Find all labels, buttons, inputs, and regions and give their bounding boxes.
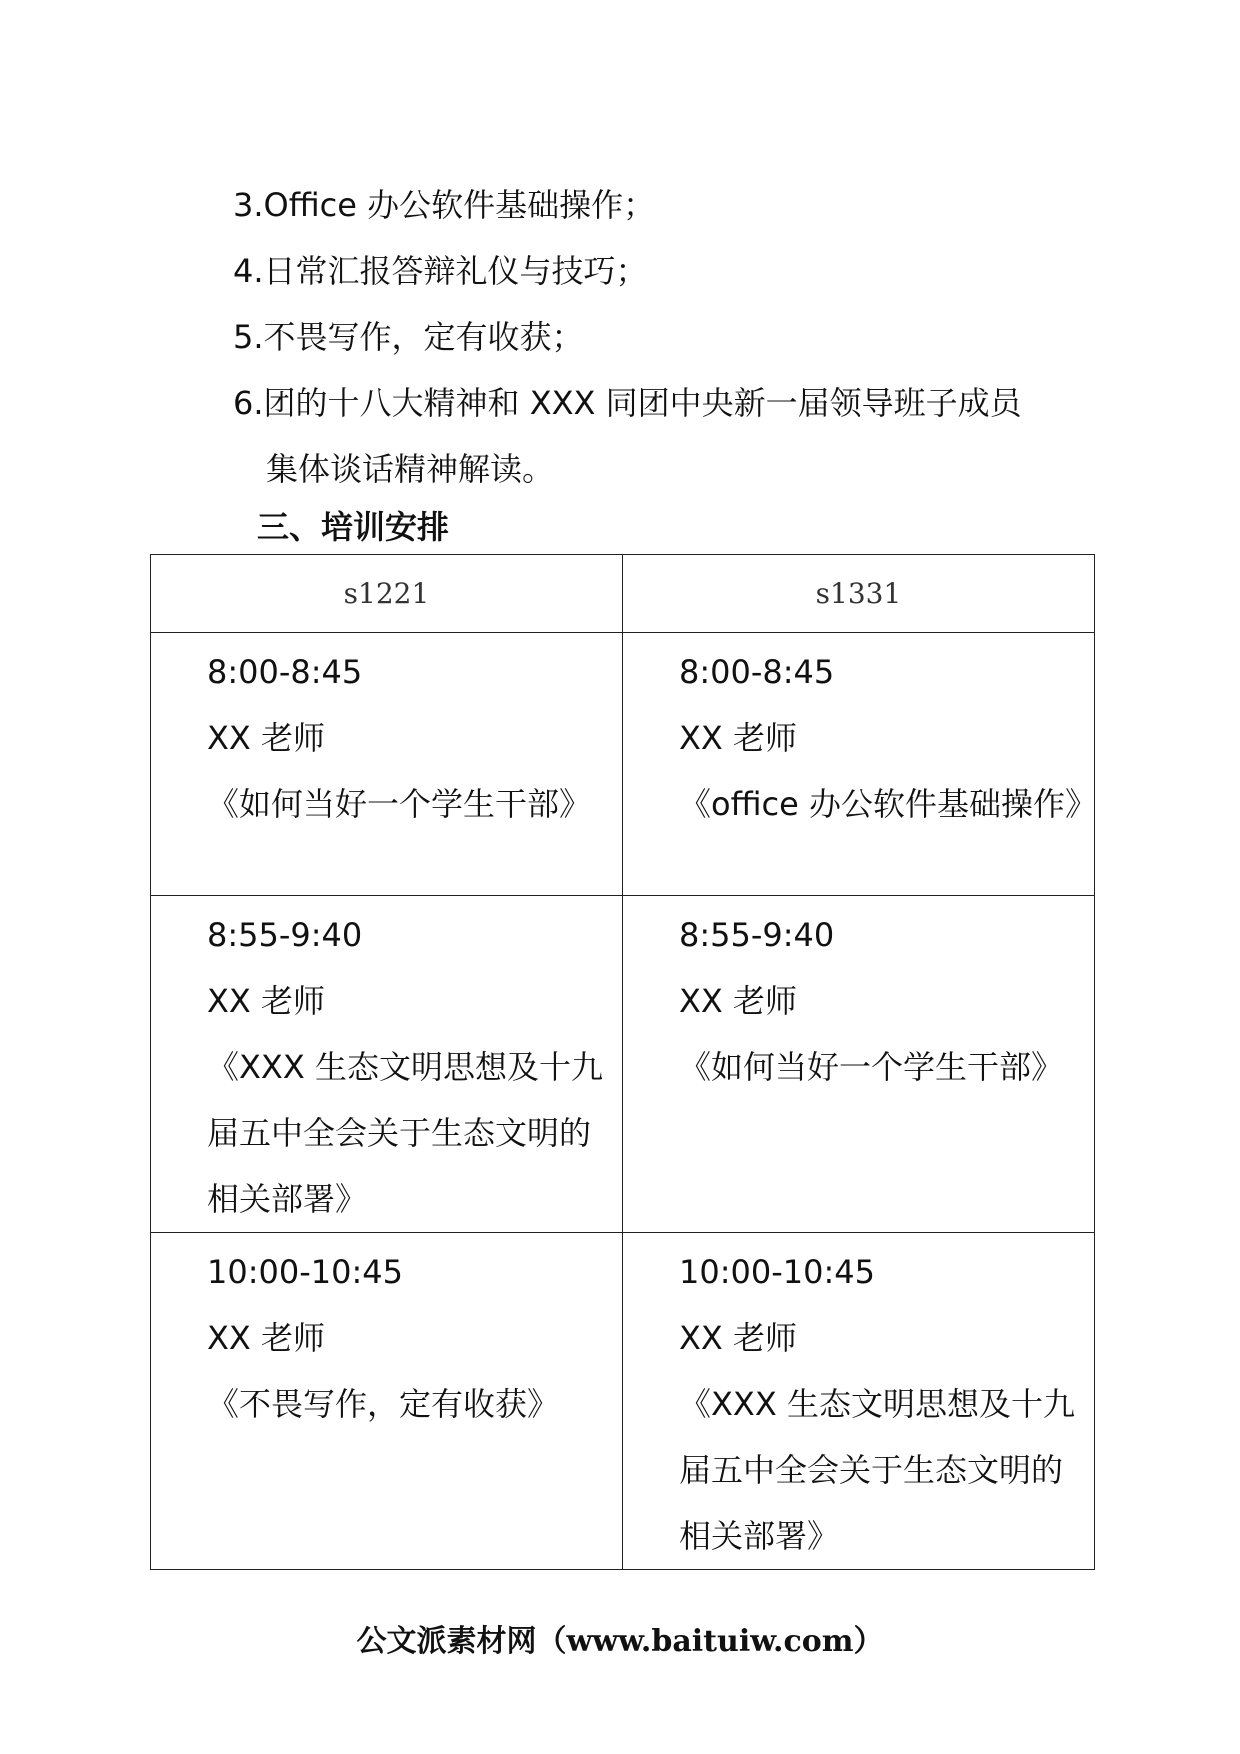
table-row: [151, 1233, 1095, 1570]
column-header: s1221: [151, 555, 623, 633]
session-teacher: XX 老师: [207, 719, 326, 757]
session-time: 8:00-8:45: [207, 653, 363, 691]
table-cell: [151, 633, 623, 896]
session-teacher: XX 老师: [207, 1319, 326, 1357]
table-header-row: [151, 555, 1095, 633]
session-time: 8:55-9:40: [207, 916, 363, 954]
table-cell: [623, 633, 1095, 896]
list-item: 3.Office 办公软件基础操作；: [233, 186, 656, 224]
session-topic: 《XXX 生态文明思想及十九届五中全会关于生态文明的相关部署》: [207, 1048, 603, 1218]
table-cell: [151, 896, 623, 1233]
session-teacher: XX 老师: [679, 982, 798, 1020]
session-topic: 《XXX 生态文明思想及十九届五中全会关于生态文明的相关部署》: [679, 1385, 1075, 1555]
session-teacher: XX 老师: [679, 719, 798, 757]
table-cell: [623, 896, 1095, 1233]
training-content-list: [233, 172, 1093, 502]
list-item: 4.日常汇报答辩礼仪与技巧；: [233, 252, 648, 290]
footer-source: 公文派素材网（www.baituiw.com）: [356, 1624, 884, 1659]
table-row: [151, 896, 1095, 1233]
list-item-continuation: 集体谈话精神解读。: [266, 450, 555, 488]
list-item: 5.不畏写作，定有收获；: [233, 318, 584, 356]
session-topic: 《office 办公软件基础操作》: [679, 785, 1097, 823]
table-row: [151, 633, 1095, 896]
session-teacher: XX 老师: [679, 1319, 798, 1357]
session-topic: 《如何当好一个学生干部》: [679, 1048, 1064, 1086]
session-time: 10:00-10:45: [679, 1253, 875, 1291]
section-heading: 三、培训安排: [257, 508, 450, 546]
session-time: 10:00-10:45: [207, 1253, 403, 1291]
session-topic: 《如何当好一个学生干部》: [207, 785, 592, 823]
table-cell: [151, 1233, 623, 1570]
schedule-table: [150, 554, 1095, 1570]
session-topic: 《不畏写作，定有收获》: [207, 1385, 560, 1423]
session-time: 8:00-8:45: [679, 653, 835, 691]
table-cell: [623, 1233, 1095, 1570]
session-teacher: XX 老师: [207, 982, 326, 1020]
session-time: 8:55-9:40: [679, 916, 835, 954]
column-header: s1331: [623, 555, 1095, 633]
list-item: 6.团的十八大精神和 XXX 同团中央新一届领导班子成员: [233, 384, 1022, 422]
